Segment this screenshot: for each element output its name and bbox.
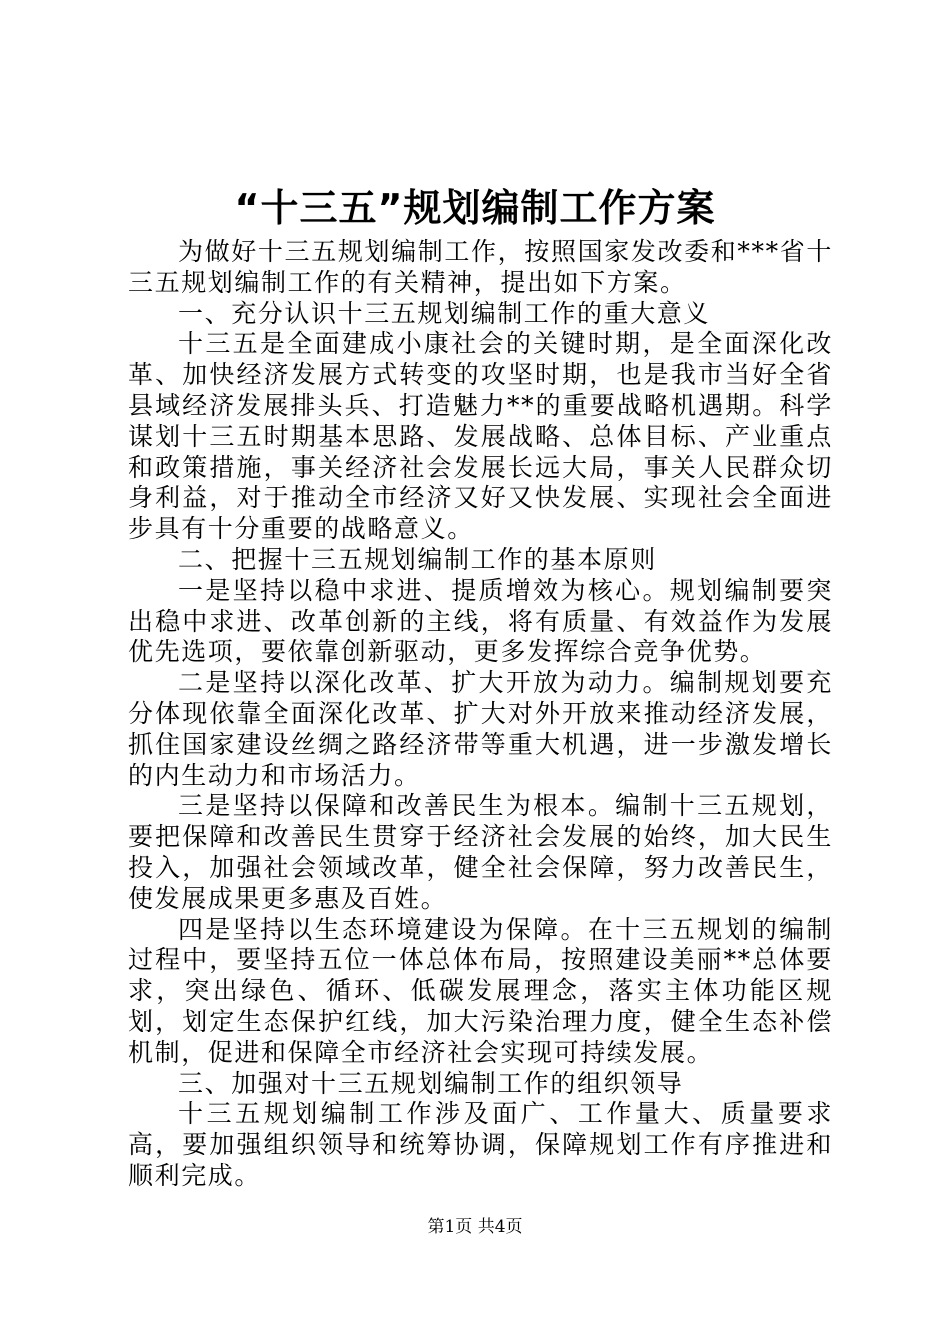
document-body — [128, 237, 833, 1192]
paragraph-principle-4: 四是坚持以生态环境建设为保障。在十三五规划的编制过程中，要坚持五位一体总体布局，按照建设美丽**总体要求，突出绿色、循环、低碳发展理念，落实主体功能区规划，划定生态保护红线，加大污染治理力度，健全生态补偿机制，促进和保障全市经济社会实现可持续发展。 — [128, 914, 833, 1067]
section-heading-3: 三、加强对十三五规划编制工作的组织领导 — [178, 1068, 684, 1098]
paragraph-principle-2: 二是坚持以深化改革、扩大开放为动力。编制规划要充分体现依靠全面深化改革、扩大对外开放来推动经济发展，抓住国家建设丝绸之路经济带等重大机遇，进一步激发增长的内生动力和市场活力。 — [128, 668, 833, 790]
section-heading-1: 一、充分认识十三五规划编制工作的重大意义 — [178, 298, 711, 328]
paragraph-leadership: 十三五规划编制工作涉及面广、工作量大、质量要求高，要加强组织领导和统筹协调，保障规划工作有序推进和顺利完成。 — [128, 1099, 833, 1190]
section-heading-2: 二、把握十三五规划编制工作的基本原则 — [178, 544, 657, 574]
paragraph-intro: 为做好十三五规划编制工作，按照国家发改委和***省十三五规划编制工作的有关精神，提出如下方案。 — [128, 237, 833, 297]
paragraph-significance: 十三五是全面建成小康社会的关键时期，是全面深化改革、加快经济发展方式转变的攻坚时期，也是我市当好全省县域经济发展排头兵、打造魅力**的重要战略机遇期。科学谋划十三五时期基本思路、发展战略、总体目标、产业重点和政策措施，事关经济社会发展长远大局，事关人民群众切身利益，对于推动全市经济又好又快发展、实现社会全面进步具有十分重要的战略意义。 — [128, 329, 833, 544]
page-footer: 第1页 共4页 — [427, 1217, 523, 1237]
paragraph-principle-1: 一是坚持以稳中求进、提质增效为核心。规划编制要突出稳中求进、改革创新的主线，将有质量、有效益作为发展优先选项，要依靠创新驱动，更多发挥综合竞争优势。 — [128, 575, 833, 667]
document-title: “十三五”规划编制工作方案 — [234, 186, 716, 230]
paragraph-principle-3: 三是坚持以保障和改善民生为根本。编制十三五规划，要把保障和改善民生贯穿于经济社会发展的始终，加大民生投入，加强社会领域改革，健全社会保障，努力改善民生，使发展成果更多惠及百姓。 — [128, 791, 833, 913]
